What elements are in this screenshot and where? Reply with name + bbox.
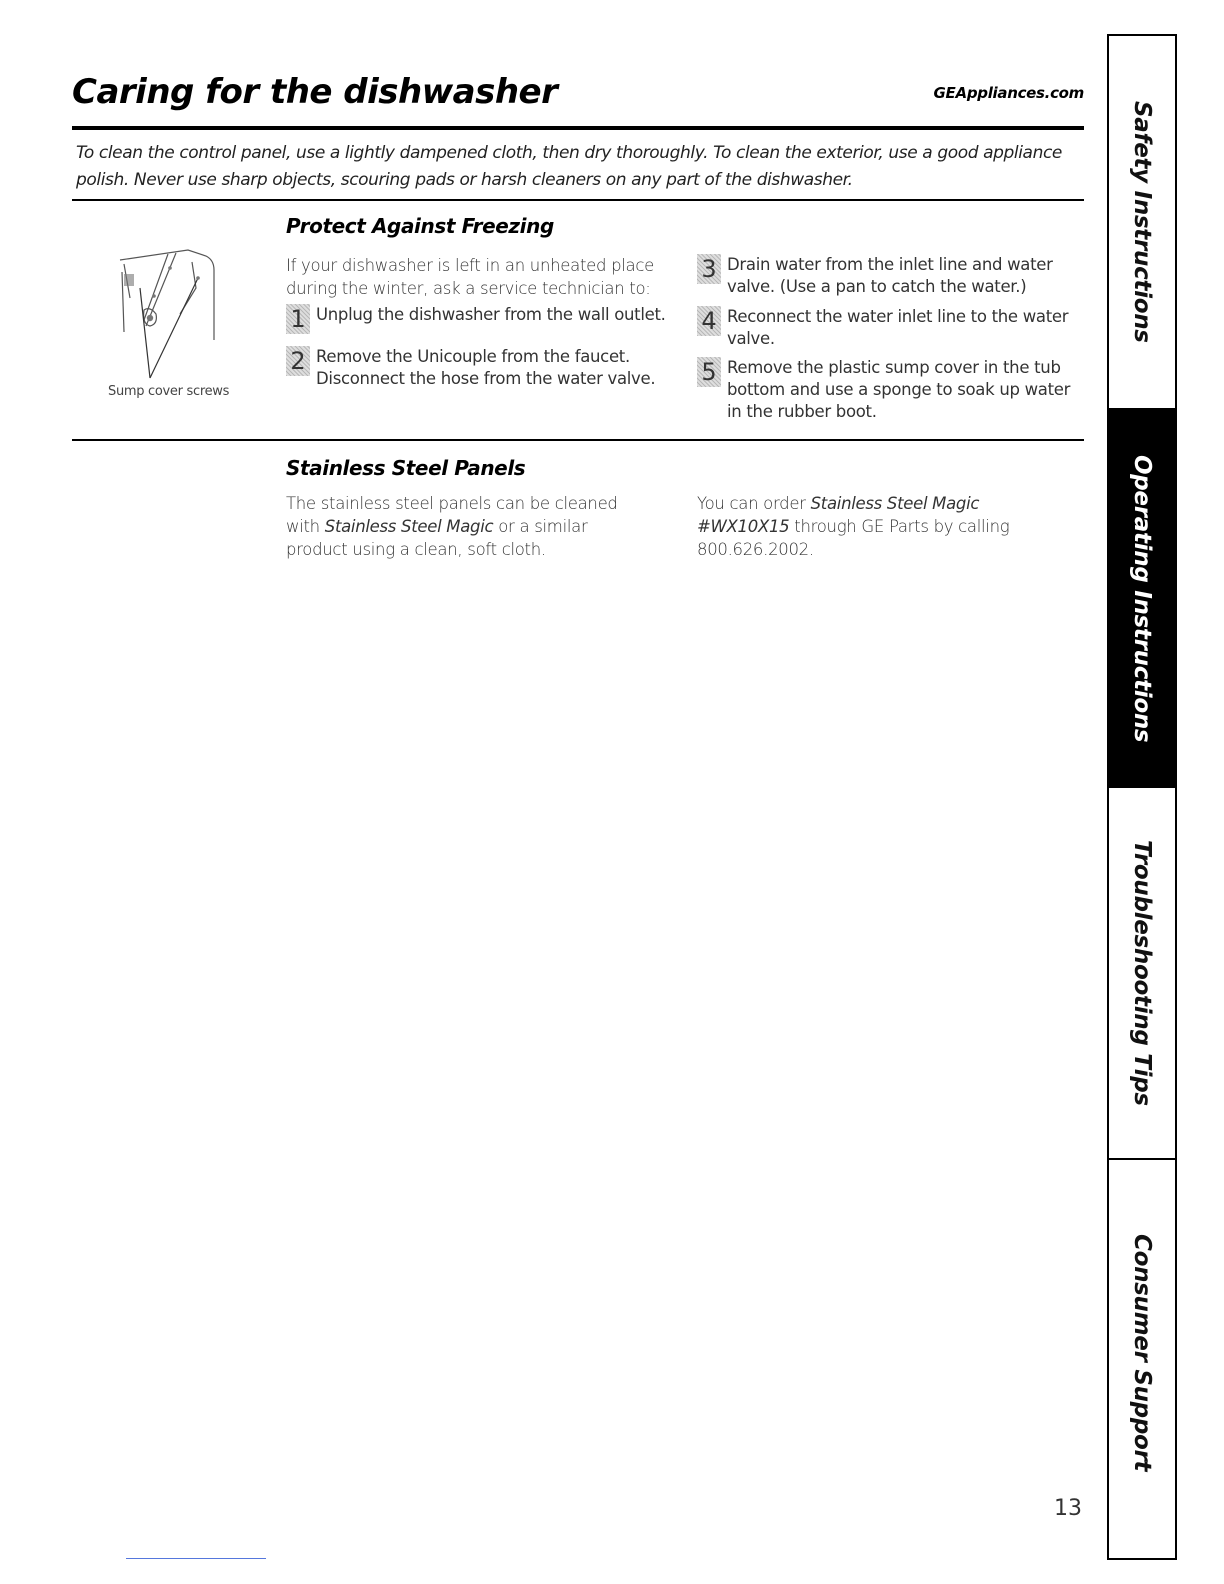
stainless-order-text [697, 492, 1027, 561]
freezing-intro: If your dishwasher is left in an unheated place during the winter, ask a service technician to: [286, 256, 654, 298]
step-1 [286, 304, 671, 334]
step-number-badge: 1 [286, 304, 310, 334]
side-tab-label: Consumer Support [1129, 1234, 1155, 1472]
step-text: Unplug the dishwasher from the wall outlet. [316, 305, 666, 324]
page-number: 13 [1054, 1496, 1082, 1521]
part-number: #WX10X15 [697, 517, 790, 536]
text-segment: or a similar product using a clean, soft cloth. [286, 517, 588, 559]
side-tab-strip [1107, 34, 1177, 1560]
step-5 [697, 357, 1082, 423]
side-tab-troubleshooting[interactable] [1109, 788, 1175, 1160]
side-tab-operating[interactable] [1109, 410, 1175, 788]
section-divider [72, 199, 1084, 201]
title-divider [72, 126, 1084, 130]
step-2 [286, 346, 671, 390]
step-text: Remove the plastic sump cover in the tub bottom and use a sponge to soak up water in the rubber boot. [727, 358, 1071, 421]
side-tab-label: Safety Instructions [1129, 101, 1155, 343]
text-segment: You can order [697, 494, 811, 513]
step-text: Remove the Unicouple from the faucet. Disconnect the hose from the water valve. [316, 347, 656, 388]
step-number-badge: 3 [697, 254, 721, 284]
sump-cover-illustration [110, 248, 240, 384]
step-number-badge: 2 [286, 346, 310, 376]
stainless-cleaning-text [286, 492, 631, 561]
footer-line [126, 1558, 266, 1559]
step-3 [697, 254, 1082, 298]
side-tab-label: Troubleshooting Tips [1129, 840, 1155, 1106]
phone-number: 800.626.2002. [697, 540, 814, 559]
section-heading-stainless: Stainless Steel Panels [286, 456, 526, 480]
website-url: GEAppliances.com [933, 84, 1084, 102]
product-name: Stainless Steel Magic [324, 517, 494, 536]
step-4 [697, 306, 1082, 350]
step-text: Drain water from the inlet line and water valve. (Use a pan to catch the water.) [727, 255, 1053, 296]
step-number-badge: 4 [697, 306, 721, 336]
text-segment: through GE Parts by calling [789, 517, 1010, 536]
side-tab-label: Operating Instructions [1129, 455, 1155, 743]
side-tab-consumer-support[interactable] [1109, 1160, 1175, 1530]
step-text: Reconnect the water inlet line to the water valve. [727, 307, 1069, 348]
page-title: Caring for the dishwasher [72, 72, 558, 112]
figure-caption: Sump cover screws [108, 384, 230, 399]
section-heading-freezing: Protect Against Freezing [286, 214, 554, 238]
text-segment: The stainless steel panels can be cleaned with [286, 494, 618, 536]
step-number-badge: 5 [697, 357, 721, 387]
section-divider [72, 439, 1084, 441]
side-tab-safety[interactable] [1109, 36, 1175, 410]
intro-paragraph: To clean the control panel, use a lightly dampened cloth, then dry thoroughly. To clean the exterior, use a good appliance polish. Never use sharp objects, scouring pads or harsh cleaners on any part of the dishwasher. [76, 143, 1062, 190]
product-name: Stainless Steel Magic [810, 494, 980, 513]
